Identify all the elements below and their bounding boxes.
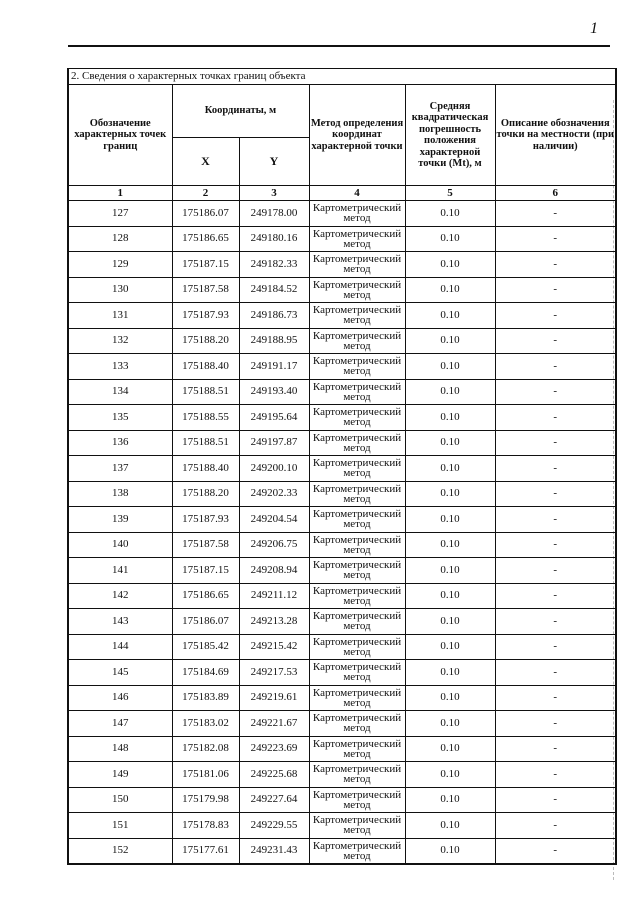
coord-y: 249229.55 <box>239 813 309 839</box>
coord-x: 175186.65 <box>172 226 239 252</box>
coord-y: 249231.43 <box>239 838 309 864</box>
method <box>309 405 405 431</box>
table-row <box>68 685 616 711</box>
method <box>309 456 405 482</box>
coord-y: 249213.28 <box>239 609 309 635</box>
coord-y: 249208.94 <box>239 558 309 584</box>
method-line-2: метод <box>343 467 371 480</box>
point-id: 140 <box>68 532 172 558</box>
method-line-2: метод <box>343 849 371 862</box>
error-value: 0.10 <box>405 456 495 482</box>
coord-x: 175188.20 <box>172 328 239 354</box>
table-row <box>68 583 616 609</box>
method-line-1: Картометрический <box>312 253 402 266</box>
description: - <box>495 532 616 558</box>
description: - <box>495 558 616 584</box>
method-line-2: метод <box>343 747 371 760</box>
table-row <box>68 430 616 456</box>
point-id: 149 <box>68 762 172 788</box>
table-row <box>68 532 616 558</box>
error-value: 0.10 <box>405 634 495 660</box>
error-value: 0.10 <box>405 736 495 762</box>
table-row <box>68 634 616 660</box>
method-line-1: Картометрический <box>312 431 402 444</box>
method <box>309 813 405 839</box>
method-line-1: Картометрический <box>312 686 402 699</box>
description: - <box>495 660 616 686</box>
boundary-points-table <box>67 68 617 865</box>
coord-x: 175187.58 <box>172 277 239 303</box>
coord-y: 249219.61 <box>239 685 309 711</box>
column-number: 3 <box>239 186 309 201</box>
method <box>309 583 405 609</box>
method-line-1: Картометрический <box>312 355 402 368</box>
error-value: 0.10 <box>405 558 495 584</box>
header-description: Описание обозначения точки на местности (при наличии) <box>495 85 616 186</box>
description: - <box>495 507 616 533</box>
error-value: 0.10 <box>405 813 495 839</box>
table-row <box>68 736 616 762</box>
coord-x: 175178.83 <box>172 813 239 839</box>
error-value: 0.10 <box>405 660 495 686</box>
table-row <box>68 787 616 813</box>
coord-y: 249211.12 <box>239 583 309 609</box>
description: - <box>495 609 616 635</box>
description: - <box>495 711 616 737</box>
method-line-1: Картометрический <box>312 661 402 674</box>
coord-y: 249180.16 <box>239 226 309 252</box>
section-title-row <box>68 69 616 85</box>
method <box>309 379 405 405</box>
method <box>309 736 405 762</box>
method-line-2: метод <box>343 543 371 556</box>
method-line-1: Картометрический <box>312 227 402 240</box>
description: - <box>495 787 616 813</box>
description: - <box>495 456 616 482</box>
method-line-2: метод <box>343 824 371 837</box>
coord-y: 249193.40 <box>239 379 309 405</box>
method <box>309 303 405 329</box>
point-id: 136 <box>68 430 172 456</box>
coord-x: 175187.15 <box>172 558 239 584</box>
method <box>309 277 405 303</box>
point-id: 141 <box>68 558 172 584</box>
method-line-1: Картометрический <box>312 559 402 572</box>
coord-y: 249191.17 <box>239 354 309 380</box>
coord-y: 249221.67 <box>239 711 309 737</box>
method-line-2: метод <box>343 798 371 811</box>
error-value: 0.10 <box>405 787 495 813</box>
description: - <box>495 685 616 711</box>
error-value: 0.10 <box>405 252 495 278</box>
page-number: 1 <box>590 20 598 37</box>
method-line-2: метод <box>343 492 371 505</box>
error-value: 0.10 <box>405 838 495 864</box>
header-coordinates: Координаты, м <box>172 85 309 138</box>
point-id: 131 <box>68 303 172 329</box>
method-line-2: метод <box>343 314 371 327</box>
coord-x: 175187.93 <box>172 303 239 329</box>
coord-x: 175182.08 <box>172 736 239 762</box>
error-value: 0.10 <box>405 430 495 456</box>
point-id: 143 <box>68 609 172 635</box>
method-line-2: метод <box>343 263 371 276</box>
description: - <box>495 838 616 864</box>
error-value: 0.10 <box>405 354 495 380</box>
method-line-1: Картометрический <box>312 202 402 215</box>
method-line-2: метод <box>343 237 371 250</box>
method <box>309 328 405 354</box>
point-id: 144 <box>68 634 172 660</box>
method <box>309 711 405 737</box>
method-line-2: метод <box>343 518 371 531</box>
method <box>309 201 405 227</box>
table-row <box>68 405 616 431</box>
method <box>309 226 405 252</box>
method-line-2: метод <box>343 569 371 582</box>
column-number: 2 <box>172 186 239 201</box>
table-row <box>68 711 616 737</box>
method-line-1: Картометрический <box>312 610 402 623</box>
method <box>309 354 405 380</box>
table-row <box>68 813 616 839</box>
error-value: 0.10 <box>405 532 495 558</box>
method-line-1: Картометрический <box>312 814 402 827</box>
table-row <box>68 609 616 635</box>
method-line-2: метод <box>343 645 371 658</box>
error-value: 0.10 <box>405 277 495 303</box>
table-row <box>68 277 616 303</box>
description: - <box>495 430 616 456</box>
coord-x: 175181.06 <box>172 762 239 788</box>
column-number: 1 <box>68 186 172 201</box>
table-row <box>68 456 616 482</box>
table-row <box>68 481 616 507</box>
point-id: 134 <box>68 379 172 405</box>
point-id: 130 <box>68 277 172 303</box>
point-id: 129 <box>68 252 172 278</box>
point-id: 151 <box>68 813 172 839</box>
error-value: 0.10 <box>405 762 495 788</box>
method-line-1: Картометрический <box>312 457 402 470</box>
description: - <box>495 583 616 609</box>
method-line-2: метод <box>343 365 371 378</box>
coord-y: 249223.69 <box>239 736 309 762</box>
coord-y: 249200.10 <box>239 456 309 482</box>
coord-x: 175186.07 <box>172 201 239 227</box>
description: - <box>495 303 616 329</box>
table-row <box>68 762 616 788</box>
table-row <box>68 660 616 686</box>
description: - <box>495 379 616 405</box>
coord-y: 249204.54 <box>239 507 309 533</box>
column-number: 5 <box>405 186 495 201</box>
header-x: X <box>172 138 239 186</box>
description: - <box>495 762 616 788</box>
method <box>309 838 405 864</box>
method-line-2: метод <box>343 288 371 301</box>
method <box>309 252 405 278</box>
table-row <box>68 379 616 405</box>
coord-y: 249225.68 <box>239 762 309 788</box>
error-value: 0.10 <box>405 711 495 737</box>
header-error: Средняя квадратическая погрешность положения характерной точки (Mt), м <box>405 85 495 186</box>
coord-y: 249182.33 <box>239 252 309 278</box>
error-value: 0.10 <box>405 481 495 507</box>
point-id: 145 <box>68 660 172 686</box>
error-value: 0.10 <box>405 685 495 711</box>
table-row <box>68 838 616 864</box>
error-value: 0.10 <box>405 226 495 252</box>
point-id: 142 <box>68 583 172 609</box>
point-id: 135 <box>68 405 172 431</box>
point-id: 137 <box>68 456 172 482</box>
method <box>309 762 405 788</box>
method-line-1: Картометрический <box>312 839 402 852</box>
coord-y: 249227.64 <box>239 787 309 813</box>
coord-x: 175187.15 <box>172 252 239 278</box>
method-line-2: метод <box>343 441 371 454</box>
coord-x: 175183.02 <box>172 711 239 737</box>
header-y: Y <box>239 138 309 186</box>
method-line-2: метод <box>343 671 371 684</box>
method-line-1: Картометрический <box>312 635 402 648</box>
coord-y: 249195.64 <box>239 405 309 431</box>
method-line-2: метод <box>343 722 371 735</box>
table-row <box>68 226 616 252</box>
coord-x: 175188.20 <box>172 481 239 507</box>
method-line-1: Картометрический <box>312 712 402 725</box>
coord-x: 175177.61 <box>172 838 239 864</box>
table-row <box>68 303 616 329</box>
header-row-1 <box>68 85 616 138</box>
point-id: 152 <box>68 838 172 864</box>
method-line-2: метод <box>343 212 371 225</box>
coord-x: 175183.89 <box>172 685 239 711</box>
point-id: 128 <box>68 226 172 252</box>
error-value: 0.10 <box>405 303 495 329</box>
method-line-1: Картометрический <box>312 788 402 801</box>
description: - <box>495 252 616 278</box>
description: - <box>495 634 616 660</box>
method <box>309 430 405 456</box>
method-line-1: Картометрический <box>312 406 402 419</box>
coord-y: 249178.00 <box>239 201 309 227</box>
table-row <box>68 252 616 278</box>
coord-x: 175187.93 <box>172 507 239 533</box>
description: - <box>495 405 616 431</box>
coord-y: 249188.95 <box>239 328 309 354</box>
column-number: 6 <box>495 186 616 201</box>
method-line-1: Картометрический <box>312 278 402 291</box>
table-row <box>68 558 616 584</box>
method <box>309 685 405 711</box>
description: - <box>495 736 616 762</box>
method-line-1: Картометрический <box>312 584 402 597</box>
method-line-1: Картометрический <box>312 482 402 495</box>
coord-x: 175186.07 <box>172 609 239 635</box>
header-point-designation: Обозначение характерных точек границ <box>68 85 172 186</box>
column-number: 4 <box>309 186 405 201</box>
coord-y: 249184.52 <box>239 277 309 303</box>
method-line-2: метод <box>343 390 371 403</box>
coord-y: 249215.42 <box>239 634 309 660</box>
table-row <box>68 201 616 227</box>
error-value: 0.10 <box>405 379 495 405</box>
description: - <box>495 813 616 839</box>
coord-y: 249202.33 <box>239 481 309 507</box>
method-line-1: Картометрический <box>312 304 402 317</box>
top-rule <box>68 45 610 47</box>
point-id: 127 <box>68 201 172 227</box>
error-value: 0.10 <box>405 405 495 431</box>
method-line-1: Картометрический <box>312 533 402 546</box>
method-line-1: Картометрический <box>312 508 402 521</box>
error-value: 0.10 <box>405 609 495 635</box>
method-line-2: метод <box>343 594 371 607</box>
method <box>309 532 405 558</box>
point-id: 146 <box>68 685 172 711</box>
table-row <box>68 507 616 533</box>
coord-x: 175185.42 <box>172 634 239 660</box>
coord-x: 175179.98 <box>172 787 239 813</box>
method <box>309 558 405 584</box>
method-line-2: метод <box>343 620 371 633</box>
method-line-1: Картометрический <box>312 763 402 776</box>
error-value: 0.10 <box>405 328 495 354</box>
method-line-2: метод <box>343 696 371 709</box>
point-id: 150 <box>68 787 172 813</box>
coord-x: 175184.69 <box>172 660 239 686</box>
point-id: 147 <box>68 711 172 737</box>
error-value: 0.10 <box>405 583 495 609</box>
point-id: 139 <box>68 507 172 533</box>
method-line-1: Картометрический <box>312 329 402 342</box>
coord-x: 175188.55 <box>172 405 239 431</box>
point-id: 132 <box>68 328 172 354</box>
method <box>309 481 405 507</box>
section-title: 2. Сведения о характерных точках границ объекта <box>68 69 616 85</box>
method <box>309 609 405 635</box>
error-value: 0.10 <box>405 507 495 533</box>
method-line-2: метод <box>343 339 371 352</box>
method <box>309 787 405 813</box>
point-id: 148 <box>68 736 172 762</box>
point-id: 138 <box>68 481 172 507</box>
coord-x: 175188.51 <box>172 379 239 405</box>
coord-x: 175188.40 <box>172 456 239 482</box>
description: - <box>495 226 616 252</box>
description: - <box>495 201 616 227</box>
coord-y: 249197.87 <box>239 430 309 456</box>
method-line-1: Картометрический <box>312 380 402 393</box>
coord-y: 249186.73 <box>239 303 309 329</box>
coord-x: 175188.40 <box>172 354 239 380</box>
method <box>309 507 405 533</box>
description: - <box>495 328 616 354</box>
coord-x: 175188.51 <box>172 430 239 456</box>
header-method: Метод определения координат характерной точки <box>309 85 405 186</box>
coord-y: 249206.75 <box>239 532 309 558</box>
coord-y: 249217.53 <box>239 660 309 686</box>
coord-x: 175187.58 <box>172 532 239 558</box>
coord-x: 175186.65 <box>172 583 239 609</box>
method-line-1: Картометрический <box>312 737 402 750</box>
description: - <box>495 354 616 380</box>
method-line-2: метод <box>343 416 371 429</box>
method <box>309 660 405 686</box>
table-row <box>68 354 616 380</box>
description: - <box>495 277 616 303</box>
table-row <box>68 328 616 354</box>
point-id: 133 <box>68 354 172 380</box>
description: - <box>495 481 616 507</box>
method-line-2: метод <box>343 773 371 786</box>
error-value: 0.10 <box>405 201 495 227</box>
column-number-row <box>68 186 616 201</box>
method <box>309 634 405 660</box>
